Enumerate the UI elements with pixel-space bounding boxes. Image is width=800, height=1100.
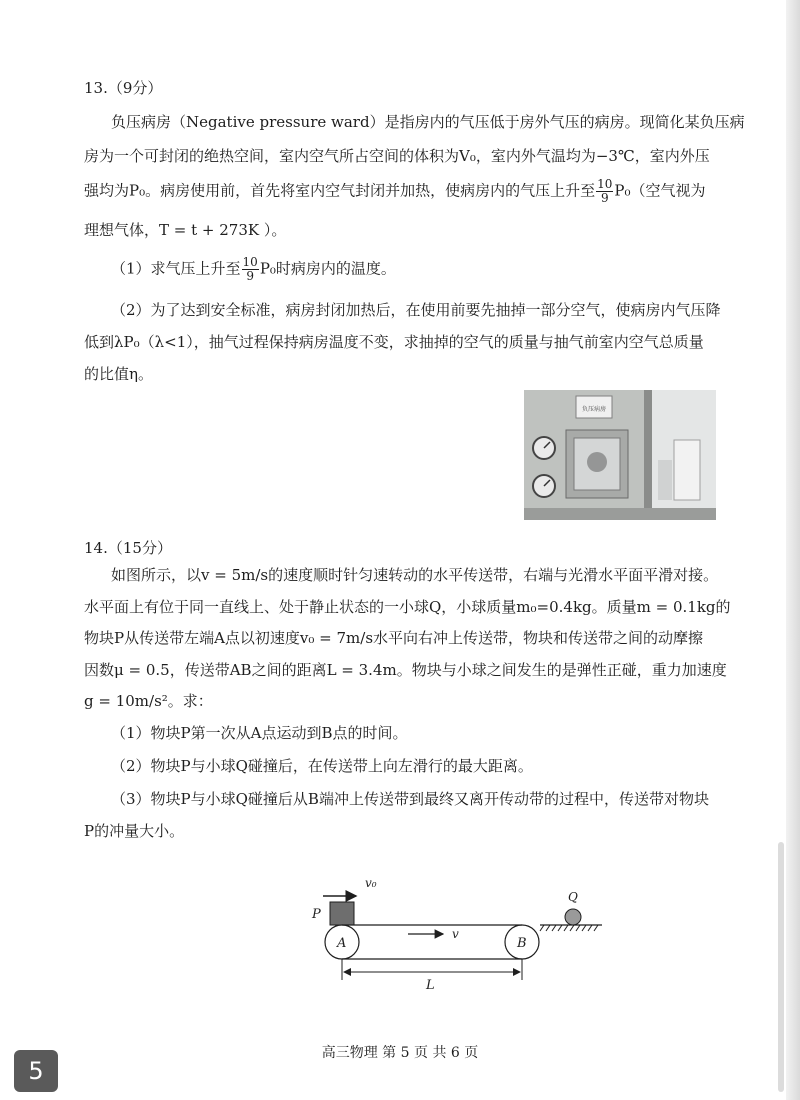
conveyor-diagram: [300, 868, 620, 998]
q13-line-3-text: 强均为P₀。病房使用前，首先将室内空气封闭并加热，使病房内的气压上升至: [84, 181, 596, 200]
fraction-denominator: 9: [600, 191, 609, 205]
fraction-10-9-b: [242, 256, 259, 283]
q14-sub-2: （2）物块P与小球Q碰撞后，在传送带上向左滑行的最大距离。: [111, 757, 533, 775]
q13-sub-1-text: （1）求气压上升至: [111, 259, 241, 278]
fraction-10-9: [596, 178, 613, 205]
q13-line-1: 负压病房（Negative pressure ward）是指房内的气压低于房外气压的病房。现简化某负压病: [111, 113, 745, 131]
ward-photo: [524, 390, 716, 520]
sign-text: 负压病房: [581, 406, 607, 413]
q13-line-3: [84, 178, 706, 205]
q13-line-4: 理想气体，T = t + 273K ）。: [84, 221, 287, 239]
q13-sub-2-line-1: （2）为了达到安全标准，病房封闭加热后，在使用前要先抽掉一部分空气，使病房内气压降: [111, 301, 721, 319]
page-number-badge[interactable]: 5: [14, 1050, 58, 1092]
q14-heading: 14.（15分）: [84, 539, 172, 557]
q13-line-3-tail: P₀（空气视为: [614, 181, 706, 200]
label-B: B: [517, 936, 527, 951]
label-v0: v₀: [365, 876, 377, 890]
fraction-numerator: 10: [597, 177, 613, 191]
q14-sub-3-line-1: （3）物块P与小球Q碰撞后从B端冲上传送带到最终又离开传动带的过程中，传送带对物块: [111, 790, 709, 808]
label-A: A: [337, 936, 347, 951]
fraction-denominator: 9: [246, 269, 254, 283]
q13-sub-1: [111, 256, 396, 283]
conveyor-svg: [300, 868, 620, 998]
q14-line-2: 水平面上有位于同一直线上、处于静止状态的一小球Q，小球质量m₀=0.4kg。质量m = 0.1kg的: [84, 598, 731, 616]
fraction-numerator: 10: [242, 255, 258, 269]
q14-line-3: 物块P从传送带左端A点以初速度v₀ = 7m/s水平向右冲上传送带，物块和传送带之间的动摩擦: [84, 629, 704, 647]
ball-Q: [565, 909, 581, 925]
q13-heading: 13.（9分）: [84, 79, 163, 97]
q14-line-1: 如图所示，以v = 5m/s的速度顺时针匀速转动的水平传送带，右端与光滑水平面平滑对接。: [111, 566, 719, 584]
label-Q: Q: [568, 890, 578, 904]
q13-sub-2-line-2: 低到λP₀（λ<1），抽气过程保持病房温度不变，求抽掉的空气的质量与抽气前室内空气总质量: [84, 333, 704, 351]
q13-sub-2-line-3: 的比值η。: [84, 365, 153, 383]
page-edge-shadow: [786, 0, 800, 1100]
block-P: [330, 902, 354, 925]
q14-sub-1: （1）物块P第一次从A点运动到B点的时间。: [111, 724, 408, 742]
label-P: P: [312, 907, 321, 922]
q13-line-2: 房为一个可封闭的绝热空间，室内空气所占空间的体积为V₀，室内外气温均为−3℃，室内外压: [84, 147, 710, 165]
scrollbar[interactable]: [778, 842, 784, 1092]
label-v: v: [452, 927, 459, 941]
page-footer: 高三物理 第 5 页 共 6 页: [321, 1045, 479, 1061]
q13-sub-1-tail: P₀时病房内的温度。: [259, 259, 396, 278]
label-L: L: [426, 978, 435, 993]
q14-sub-3-line-2: P的冲量大小。: [84, 822, 185, 840]
ward-photo-drawing: [524, 390, 716, 520]
q14-line-4: 因数μ = 0.5，传送带AB之间的距离L = 3.4m。物块与小球之间发生的是弹性正碰，重力加速度: [84, 661, 727, 679]
q14-line-5: g = 10m/s²。求：: [84, 692, 213, 710]
ground-hatch: [540, 925, 598, 931]
